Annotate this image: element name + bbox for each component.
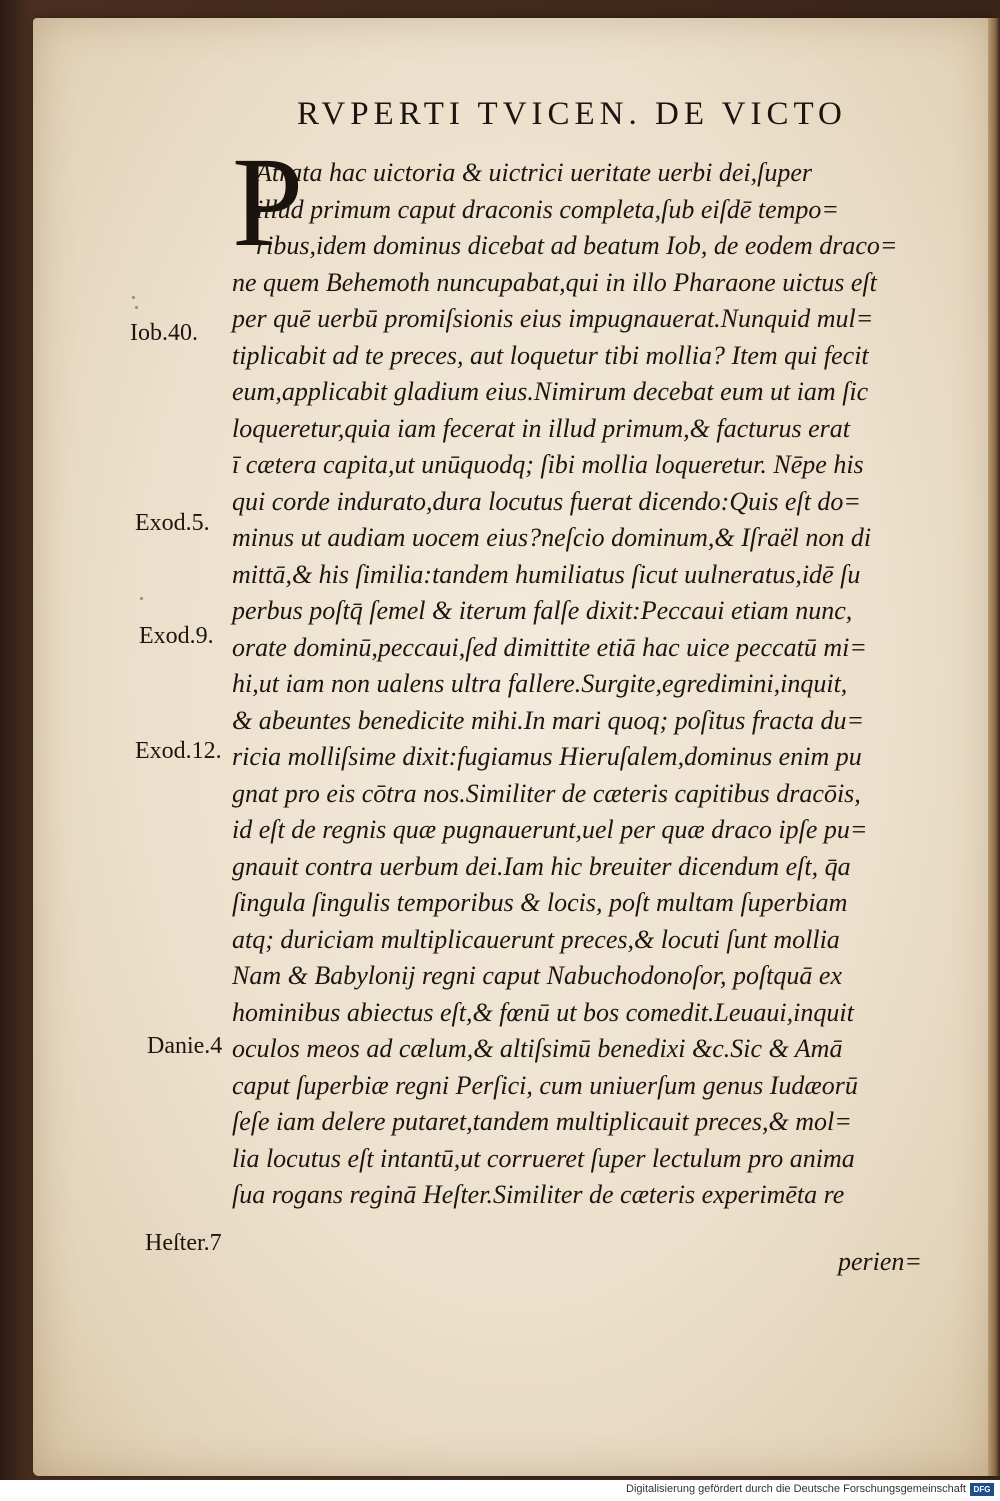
catchword: perien= <box>838 1247 922 1276</box>
ink-speck <box>132 296 135 299</box>
dfg-logo: DFG <box>970 1483 994 1496</box>
text-line: loqueretur,quia iam fecerat in illud primum,& facturus erat <box>232 413 850 443</box>
text-line: orate dominū,peccaui,ſed dimittite etiā hac uice peccatū mi= <box>232 632 867 662</box>
text-line: caput ſuperbiæ regni Perſici, cum uniuerſum genus Iudæorū <box>232 1070 858 1100</box>
text-line: mittā,& his ſimilia:tandem humiliatus ſicut uulneratus,idē ſu <box>232 559 861 589</box>
marginal-note: Exod.9. <box>139 623 214 649</box>
text-line: lia locutus eſt intantū,ut corrueret ſuper lectulum pro anima <box>232 1143 855 1173</box>
running-head: RVPERTI TVICEN. DE VICTO <box>297 96 847 132</box>
marginal-note: Heſter.7 <box>145 1230 222 1256</box>
page-edge <box>988 18 1000 1476</box>
marginal-note: Exod.5. <box>135 510 210 536</box>
text-line: qui corde indurato,dura locutus fuerat dicendo:Quis eſt do= <box>232 486 861 516</box>
marginal-note: Iob.40. <box>130 320 198 346</box>
text-line: per quē uerbū promiſsionis eius impugnauerat.Nunquid mul= <box>232 304 874 333</box>
text-line: atq; duriciam multiplicauerunt preces,& locuti ſunt mollia <box>232 924 840 954</box>
ink-speck <box>140 597 143 600</box>
text-line: gnat pro eis cōtra nos.Similiter de cæteris capitibus dracōis, <box>232 778 861 808</box>
text-line: id eſt de regnis quæ pugnauerunt,uel per quæ draco ipſe pu= <box>232 815 868 844</box>
marginal-note: Danie.4 <box>147 1033 223 1059</box>
drop-cap-initial: P <box>232 131 304 273</box>
text-line: ſingula ſingulis temporibus & locis, poſt multam ſuperbiam <box>232 888 848 917</box>
footer-credit: Digitalisierung gefördert durch die Deutsche Forschungsgemeinschaft <box>626 1483 966 1495</box>
text-line: ſeſe iam delere putaret,tandem multiplicauit preces,& mol= <box>232 1107 852 1136</box>
text-line: hominibus abiectus eſt,& fœnū ut bos comedit.Leuaui,inquit <box>232 997 854 1027</box>
text-line: ne quem Behemoth nuncupabat,qui in illo Pharaone uictus eſt <box>232 267 877 297</box>
text-line: eum,applicabit gladium eius.Nimirum decebat eum ut iam ſic <box>232 377 869 406</box>
text-line: ribus,idem dominus dicebat ad beatum Iob, de eodem draco= <box>256 231 898 260</box>
text-line: Nam & Babylonij regni caput Nabuchodonoſor, poſtquā ex <box>232 961 842 990</box>
footer-bar <box>0 1480 1000 1501</box>
text-line: gnauit contra uerbum dei.Iam hic breuiter dicendum eſt, q̄a <box>232 851 851 881</box>
text-line: perbus poſtq̄ ſemel & iterum falſe dixit:Peccaui etiam nunc, <box>232 596 853 625</box>
text-line: ricia molliſsime dixit:fugiamus Hieruſalem,dominus enim pu <box>232 742 862 771</box>
text-line: minus ut audiam uocem eius?neſcio dominum,& Iſraël non di <box>232 523 872 552</box>
text-line: & abeuntes benedicite mihi.In mari quoq; poſitus fracta du= <box>232 705 865 735</box>
text-line: ſua rogans reginā Heſter.Similiter de cæteris experimēta re <box>232 1180 845 1209</box>
text-line: ī cætera capita,ut unūquodq; ſibi mollia loqueretur. Nēpe his <box>232 450 864 479</box>
text-line: oculos meos ad cælum,& altiſsimū benedixi &c.Sic & Amā <box>232 1034 843 1063</box>
text-line: tiplicabit ad te preces, aut loquetur tibi mollia? Item qui fecit <box>232 340 869 370</box>
text-line: hi,ut iam non ualens ultra fallere.Surgite,egredimini,inquit, <box>232 669 848 698</box>
text-line: illud primum caput draconis completa,ſub eiſdē tempo= <box>256 194 839 224</box>
text-line: Atrata hac uictoria & uictrici ueritate uerbi dei,ſuper <box>256 158 813 187</box>
marginal-note: Exod.12. <box>135 738 222 764</box>
ink-speck <box>135 306 138 309</box>
